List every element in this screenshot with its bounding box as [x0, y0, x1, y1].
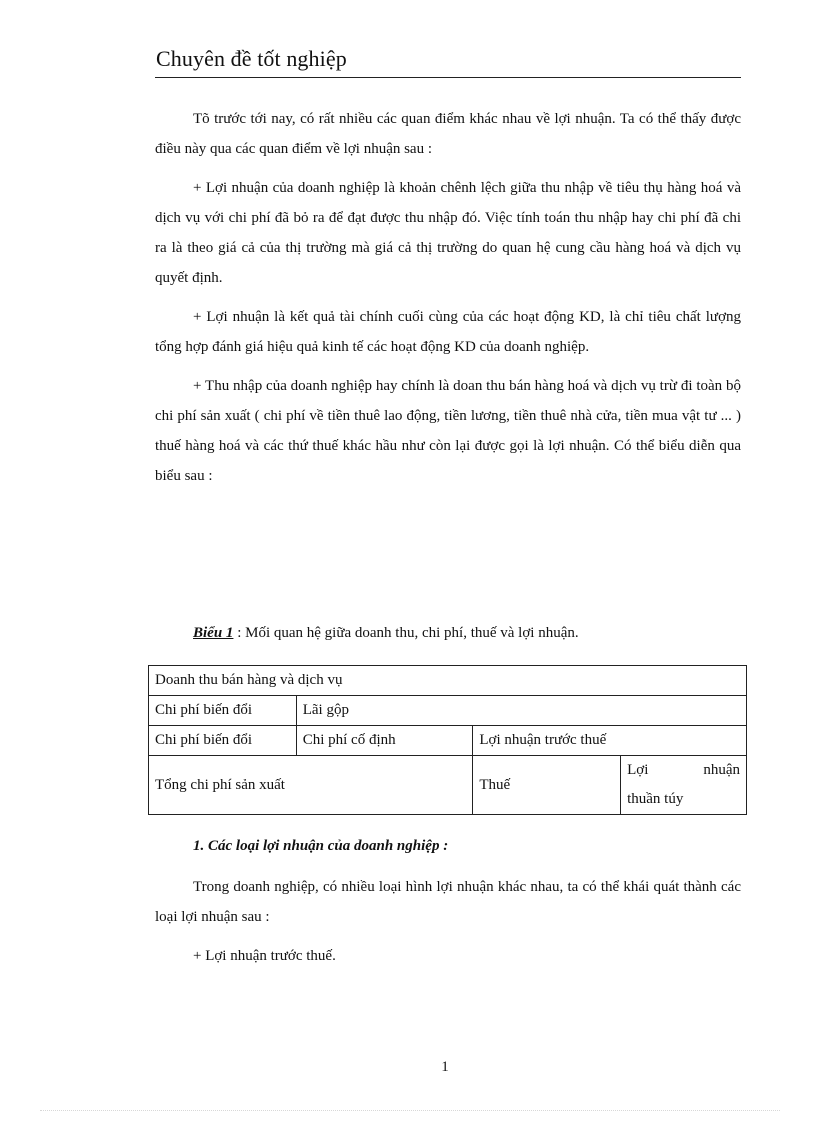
table-cell: Lợi nhuận trước thuế: [473, 726, 747, 756]
caption-text: : Mối quan hệ giữa doanh thu, chi phí, thuế và lợi nhuận.: [233, 625, 579, 641]
section-heading: 1. Các loại lợi nhuận của doanh nghiệp :: [193, 838, 449, 854]
table-row: [149, 756, 747, 815]
cell-line: [627, 756, 740, 785]
paragraph: + Lợi nhuận trước thuế.: [193, 948, 336, 964]
table-cell: [621, 756, 747, 815]
table-cell: Doanh thu bán hàng và dịch vụ: [149, 666, 747, 696]
footer-divider: [40, 1110, 780, 1111]
table-cell: Lãi gộp: [296, 696, 746, 726]
section-text: [155, 872, 741, 980]
table-cell: Chi phí biến đổi: [149, 696, 297, 726]
cell-word: nhuận: [703, 762, 740, 778]
table-row: [149, 696, 747, 726]
paragraph: Tõ trước tới nay, có rất nhiều các quan điểm khác nhau về lợi nhuận. Ta có thể thấy được điều này qua các quan điểm về lợi nhuận sau :: [155, 111, 741, 157]
paragraph: Trong doanh nghiệp, có nhiều loại hình lợi nhuận khác nhau, ta có thể khái quát thành các loại lợi nhuận sau :: [155, 879, 741, 925]
paragraph: + Lợi nhuận là kết quả tài chính cuối cùng của các hoạt động KD, là chỉ tiêu chất lượng tổng hợp đánh giá hiệu quả kinh tế các hoạt động KD của doanh nghiệp.: [155, 309, 741, 355]
intro-text: [155, 104, 741, 500]
table-cell: Thuế: [473, 756, 621, 815]
table-cell: Chi phí biến đổi: [149, 726, 297, 756]
table-cell: Chi phí cố định: [296, 726, 473, 756]
table-caption: [193, 625, 579, 642]
table-row: [149, 726, 747, 756]
paragraph: + Lợi nhuận của doanh nghiệp là khoản chênh lệch giữa thu nhập về tiêu thụ hàng hoá và dịch vụ với chi phí đã bỏ ra để đạt được thu nhập đó. Việc tính toán thu nhập hay chi phí đã chi ra là theo giá cả của thị trường mà giá cả thị trường do quan hệ cung cầu hàng hoá và dịch vụ quyết định.: [155, 180, 741, 286]
page-number: 1: [441, 1059, 449, 1075]
cell-line: thuần túy: [627, 791, 684, 807]
table-row: [149, 666, 747, 696]
table-cell: Tổng chi phí sản xuất: [149, 756, 473, 815]
header-divider: [155, 77, 741, 78]
revenue-cost-profit-table: [148, 665, 747, 815]
page-header-title: Chuyên đề tốt nghiệp: [156, 46, 347, 71]
paragraph: + Thu nhập của doanh nghiệp hay chính là doan thu bán hàng hoá và dịch vụ trừ đi toàn bộ chi phí sản xuất ( chi phí về tiền thuê lao động, tiền lương, tiền thuê nhà cửa, tiền mua vật tư ... ) thuế hàng hoá và các thứ thuế khác hầu như còn lại được gọi là lợi nhuận. Có thể biểu diễn qua biểu sau :: [155, 378, 741, 484]
caption-label: Biểu 1: [193, 625, 234, 641]
cell-word: Lợi: [627, 762, 649, 778]
